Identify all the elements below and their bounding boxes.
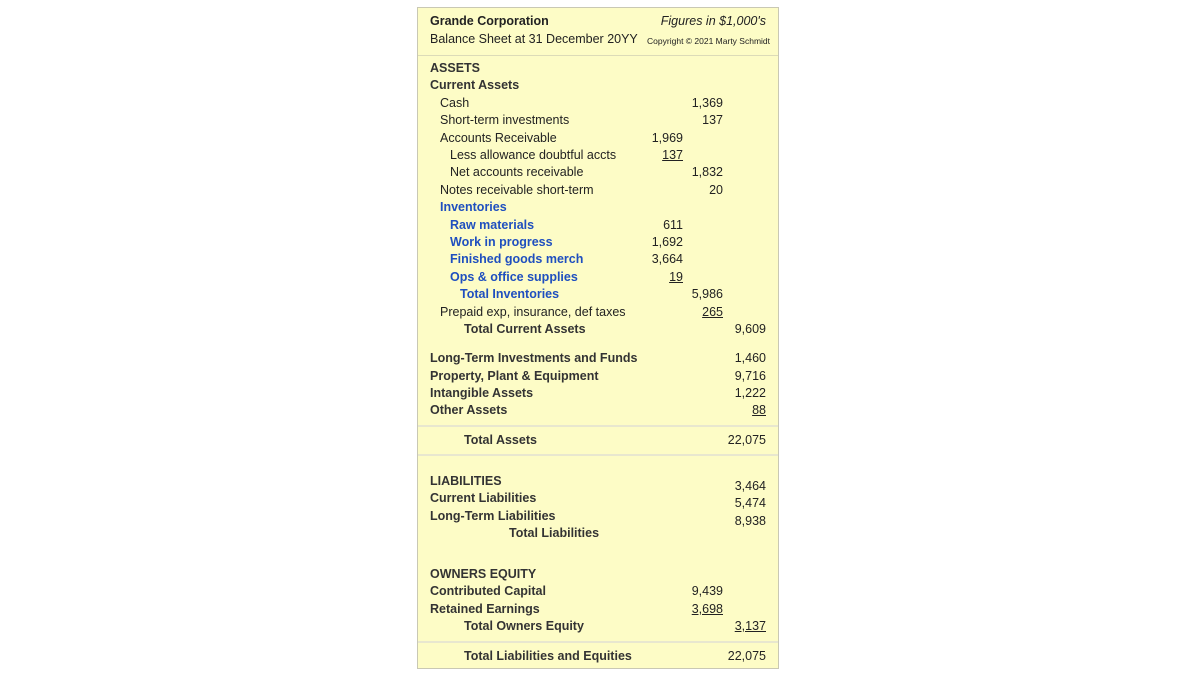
separator	[418, 641, 778, 643]
retained-label: Retained Earnings	[430, 602, 540, 616]
separator	[418, 454, 778, 456]
ppe-label: Property, Plant & Equipment	[430, 369, 599, 383]
total-liabilities-label: Total Liabilities	[509, 526, 600, 540]
total-current-row	[418, 321, 778, 338]
current-assets-heading: Current Assets	[430, 78, 520, 92]
retained-row	[418, 601, 778, 618]
finished-label: Finished goods merch	[450, 252, 584, 266]
assets-heading: ASSETS	[430, 61, 481, 75]
cash-row	[418, 95, 778, 112]
total-liab-equity-row	[418, 648, 778, 665]
total-liab-equity-value: 22,075	[727, 649, 766, 663]
other-assets-value: 88	[752, 403, 766, 417]
total-assets-row	[418, 432, 778, 449]
total-assets-value: 22,075	[727, 433, 766, 447]
notes-label: Notes receivable short-term	[440, 183, 594, 197]
wip-row	[418, 234, 778, 251]
total-inventories-value: 5,986	[691, 287, 723, 301]
cash-value: 1,369	[691, 96, 723, 110]
intangible-value: 1,222	[734, 386, 766, 400]
total-equity-value: 3,137	[734, 619, 766, 633]
ar-row	[418, 130, 778, 147]
lt-investments-value: 1,460	[734, 351, 766, 365]
cash-label: Cash	[440, 96, 470, 110]
finished-row	[418, 251, 778, 268]
current-liabilities-value: 3,464	[734, 479, 766, 493]
prepaid-value: 265	[702, 305, 723, 319]
allowance-row	[418, 147, 778, 164]
ppe-row	[418, 368, 778, 385]
long-term-liabilities-value-row	[418, 495, 778, 512]
ppe-value: 9,716	[734, 369, 766, 383]
total-assets-label: Total Assets	[464, 433, 537, 447]
net-ar-row	[418, 164, 778, 181]
short-term-label: Short-term investments	[440, 113, 570, 127]
total-inventories-row	[418, 286, 778, 303]
balance-sheet	[417, 7, 779, 669]
figures-note: Figures in $1,000's	[660, 14, 766, 28]
long-term-liabilities-value: 5,474	[734, 496, 766, 510]
raw-value: 611	[663, 218, 683, 232]
prepaid-label: Prepaid exp, insurance, def taxes	[440, 305, 626, 319]
other-assets-row	[418, 402, 778, 419]
current-assets-heading-row	[418, 77, 778, 94]
company-name: Grande Corporation	[430, 14, 549, 28]
wip-value: 1,692	[651, 235, 683, 249]
equity-heading-row	[418, 566, 778, 583]
notes-row	[418, 182, 778, 199]
long-term-liabilities-label: Long-Term Liabilities	[430, 509, 556, 523]
contributed-value: 9,439	[691, 584, 723, 598]
allowance-value: 137	[662, 148, 683, 162]
sheet-header	[418, 8, 778, 56]
supplies-label: Ops & office supplies	[450, 270, 578, 284]
liabilities-heading: LIABILITIES	[430, 474, 502, 488]
equity-heading: OWNERS EQUITY	[430, 567, 537, 581]
inventories-heading-row	[418, 199, 778, 216]
intangible-row	[418, 385, 778, 402]
total-current-value: 9,609	[734, 322, 766, 336]
contributed-label: Contributed Capital	[430, 584, 546, 598]
other-assets-label: Other Assets	[430, 403, 508, 417]
current-liabilities-label: Current Liabilities	[430, 491, 537, 505]
inventories-heading: Inventories	[440, 200, 507, 214]
total-liabilities-value-row	[418, 513, 778, 530]
sheet-subtitle: Balance Sheet at 31 December 20YY	[430, 32, 638, 46]
ar-value: 1,969	[651, 131, 683, 145]
supplies-value: 19	[669, 270, 683, 284]
total-equity-row	[418, 618, 778, 635]
total-liab-equity-label: Total Liabilities and Equities	[464, 649, 632, 663]
supplies-row	[418, 269, 778, 286]
allowance-label: Less allowance doubtful accts	[450, 148, 617, 162]
notes-value: 20	[709, 183, 723, 197]
total-liabilities-value: 8,938	[734, 514, 766, 528]
total-current-label: Total Current Assets	[464, 322, 586, 336]
raw-row	[418, 217, 778, 234]
assets-heading-row	[418, 60, 778, 77]
lt-investments-row	[418, 350, 778, 367]
ar-label: Accounts Receivable	[440, 131, 557, 145]
net-ar-value: 1,832	[691, 165, 723, 179]
copyright-note: Copyright © 2021 Marty Schmidt	[647, 36, 770, 46]
retained-value: 3,698	[691, 602, 723, 616]
current-liabilities-value-row	[418, 478, 778, 495]
raw-label: Raw materials	[450, 218, 535, 232]
lt-investments-label: Long-Term Investments and Funds	[430, 351, 638, 365]
short-term-row	[418, 112, 778, 129]
finished-value: 3,664	[651, 252, 683, 266]
total-equity-label: Total Owners Equity	[464, 619, 584, 633]
separator	[418, 425, 778, 427]
contributed-row	[418, 583, 778, 600]
net-ar-label: Net accounts receivable	[450, 165, 584, 179]
wip-label: Work in progress	[450, 235, 553, 249]
intangible-label: Intangible Assets	[430, 386, 534, 400]
prepaid-row	[418, 304, 778, 321]
total-inventories-label: Total Inventories	[460, 287, 560, 301]
short-term-value: 137	[702, 113, 723, 127]
